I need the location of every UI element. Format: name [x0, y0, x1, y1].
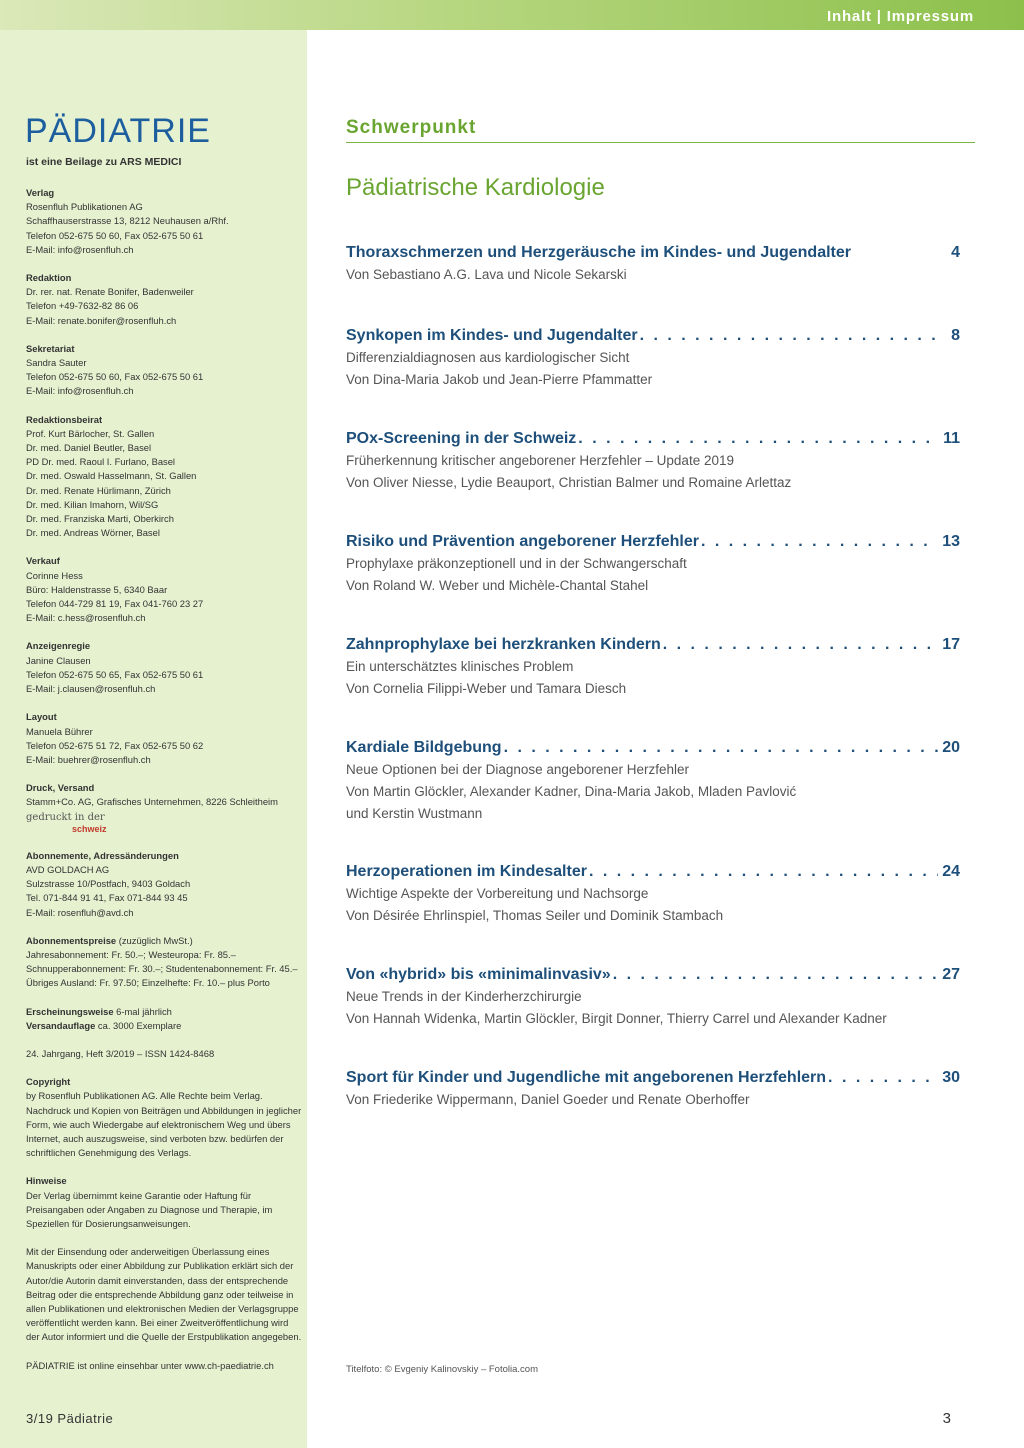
imprint-line: Dr. rer. nat. Renate Bonifer, Badenweiler [26, 286, 194, 298]
toc-entry[interactable] [346, 532, 960, 596]
brand-title: PÄDIATRIE [25, 112, 211, 150]
imprint-line: 6-mal jährlich [113, 1005, 172, 1017]
toc-entry-page[interactable]: 4 [951, 244, 960, 261]
imprint-online [26, 1359, 302, 1373]
toc-leader-dots [663, 635, 938, 655]
imprint-heading: Erscheinungsweise [26, 1005, 114, 1017]
imprint-heading: Sekretariat [26, 342, 75, 354]
toc-entry-subtitle: Von Oliver Niesse, Lydie Beauport, Christian Balmer und Romaine Arlettaz [346, 475, 792, 490]
imprint-line: E-Mail: info@rosenfluh.ch [26, 243, 134, 255]
toc-entry-title[interactable]: Kardiale Bildgebung [346, 739, 502, 756]
imprint-line: Telefon 052-675 50 60, Fax 052-675 50 61 [26, 371, 204, 383]
imprint-line: E-Mail: buehrer@rosenfluh.ch [26, 753, 151, 765]
imprint-abo [26, 849, 302, 920]
toc-entry-title[interactable]: Zahnprophylaxe bei herzkranken Kindern [346, 636, 661, 653]
toc-entry[interactable] [346, 862, 960, 926]
toc-entry-page[interactable]: 8 [951, 327, 960, 344]
toc-entry-title[interactable]: Risiko und Prävention angeborener Herzfehler [346, 533, 699, 550]
toc-entry-subtitle: Wichtige Aspekte der Vorbereitung und Nachsorge [346, 886, 649, 901]
imprint-heading: Versandauflage [26, 1019, 96, 1031]
imprint-line: E-Mail: info@rosenfluh.ch [26, 385, 134, 397]
toc-entry-subtitle: Neue Trends in der Kinderherzchirurgie [346, 989, 582, 1004]
toc-leader-dots [640, 326, 938, 346]
toc-entry-subtitle: Von Hannah Widenka, Martin Glöckler, Birgit Donner, Thierry Carrel und Alexander Kadner [346, 1011, 887, 1026]
imprint-heading: Hinweise [26, 1175, 67, 1187]
toc-entry[interactable] [346, 326, 960, 390]
toc-entry-title[interactable]: Sport für Kinder und Jugendliche mit angeborenen Herzfehlern [346, 1069, 827, 1086]
toc-entry-page[interactable]: 11 [943, 430, 960, 447]
imprint-heading: Anzeigenregie [26, 640, 91, 652]
page-number: 3 [942, 1410, 951, 1427]
toc-entry-subtitle: Von Martin Glöckler, Alexander Kadner, Dina-Maria Jakob, Mladen Pavlović [346, 784, 797, 799]
imprint-paragraph: Mit der Einsendung oder anderweitigen Überlassung eines Manuskripts oder einer Abbildung zur Publikation erklärt sich der Autor/die Autorin damit einverstanden, dass der entsprechende Beitrag oder die entsprechende Abbildung ganz oder teilweise in allen Publikationen und elektronischen Medien der Verlagsgruppe veröffentlicht werden kann. Bei einer Zweitveröffentlichung wird der Autor informiert und die Quelle der Erstpublikation angegeben. [26, 1246, 302, 1343]
imprint-block [26, 271, 302, 328]
imprint-block [26, 186, 302, 257]
imprint-preise [26, 934, 302, 991]
imprint-block [26, 710, 302, 767]
imprint-jahrgang [26, 1047, 302, 1061]
imprint-line: Übriges Ausland: Fr. 97.50; Einzelhefte: Fr. 10.– plus Porto [26, 977, 270, 989]
toc-entry[interactable] [346, 243, 960, 285]
imprint-line: Tel. 071-844 91 41, Fax 071-844 93 45 [26, 892, 188, 904]
imprint-line: Schnupperabonnement: Fr. 30.–; Studentenabonnement: Fr. 45.– [26, 963, 298, 975]
toc-entry-subtitle: Von Désirée Ehrlinspiel, Thomas Seiler und Dominik Stambach [346, 908, 724, 923]
toc-leader-dots [613, 965, 938, 985]
imprint-line: E-Mail: c.hess@rosenfluh.ch [26, 612, 146, 624]
imprint-line: PÄDIATRIE ist online einsehbar unter www.ch-paediatrie.ch [26, 1359, 274, 1371]
toc-leader-dots [578, 429, 938, 449]
section-divider [346, 142, 975, 143]
toc-entry-subtitle: Von Sebastiano A.G. Lava und Nicole Sekarski [346, 267, 627, 282]
toc-entry-page[interactable]: 20 [942, 739, 960, 756]
toc-entry[interactable] [346, 965, 960, 1029]
toc-entry[interactable] [346, 738, 960, 824]
issue-label: 3/19 Pädiatrie [26, 1411, 114, 1426]
imprint-heading: Redaktionsbeirat [26, 413, 103, 425]
imprint-hinweis [26, 1174, 302, 1231]
imprint-line: Sulzstrasse 10/Postfach, 9403 Goldach [26, 878, 191, 890]
toc-leader-dots [701, 532, 938, 552]
toc-entry-subtitle: Ein unterschätztes klinisches Problem [346, 659, 574, 674]
imprint-heading: Druck, Versand [26, 782, 95, 794]
toc-entry-subtitle: Früherkennung kritischer angeborener Herzfehler – Update 2019 [346, 453, 734, 468]
imprint-line: Dr. med. Andreas Wörner, Basel [26, 527, 160, 539]
imprint-line: Sandra Sauter [26, 357, 87, 369]
toc-entry-page[interactable]: 17 [942, 636, 960, 653]
imprint-line: PD Dr. med. Raoul I. Furlano, Basel [26, 456, 176, 468]
imprint-line: ca. 3000 Exemplare [95, 1019, 182, 1031]
imprint-line: Rosenfluh Publikationen AG [26, 201, 143, 213]
imprint-line: Manuela Bührer [26, 725, 93, 737]
imprint-block [26, 639, 302, 696]
imprint-paragraph: by Rosenfluh Publikationen AG. Alle Rechte beim Verlag. Nachdruck und Kopien von Beiträgen und Abbildungen in jeglicher Form, wie auch Wiedergabe auf elektronischem Weg und übers Internet, auch auszugsweise, sind verboten bzw. bedürfen der schriftlichen Genehmigung des Verlags. [26, 1090, 302, 1159]
toc-entry-subtitle: Von Friederike Wippermann, Daniel Goeder und Renate Oberhoffer [346, 1092, 750, 1107]
logo-text-schweiz: schweiz [72, 823, 107, 834]
toc-entry-subtitle: Von Cornelia Filippi-Weber und Tamara Diesch [346, 681, 627, 696]
imprint-line: Telefon 052-675 50 60, Fax 052-675 50 61 [26, 229, 204, 241]
page-title: Pädiatrische Kardiologie [346, 174, 605, 201]
imprint-druck [26, 781, 302, 835]
header-bar [0, 0, 1024, 30]
imprint-line: Corinne Hess [26, 569, 83, 581]
toc-entry-title[interactable]: POx-Screening in der Schweiz [346, 430, 577, 447]
toc-entry-subtitle: Von Dina-Maria Jakob und Jean-Pierre Pfammatter [346, 372, 653, 387]
imprint-line: Dr. med. Kilian Imahorn, Wil/SG [26, 498, 159, 510]
imprint-heading-suffix: (zuzüglich MwSt.) [116, 934, 193, 946]
brand-subtitle: ist eine Beilage zu ARS MEDICI [26, 156, 182, 168]
section-heading: Schwerpunkt [346, 117, 477, 138]
imprint-line: Telefon 052-675 51 72, Fax 052-675 50 62 [26, 739, 204, 751]
imprint-line: Janine Clausen [26, 654, 91, 666]
toc-entry[interactable] [346, 429, 960, 493]
imprint-copyright [26, 1075, 302, 1160]
imprint-line: Jahresabonnement: Fr. 50.–; Westeuropa: Fr. 85.– [26, 948, 236, 960]
imprint-heading: Redaktion [26, 272, 72, 284]
imprint-line: 24. Jahrgang, Heft 3/2019 – ISSN 1424-8468 [26, 1047, 215, 1059]
imprint-line: Telefon +49-7632-82 86 06 [26, 300, 139, 312]
toc-entry-page[interactable]: 13 [942, 533, 960, 550]
imprint-heading: Layout [26, 711, 57, 723]
toc-leader-dots [828, 1068, 938, 1088]
imprint-line: Büro: Haldenstrasse 5, 6340 Baar [26, 583, 168, 595]
toc-entry-subtitle: und Kerstin Wustmann [346, 806, 483, 821]
header-label: Inhalt | Impressum [827, 8, 974, 25]
imprint-einsendung [26, 1245, 302, 1344]
toc-leader-dots [589, 862, 938, 882]
imprint-line: Telefon 052-675 50 65, Fax 052-675 50 61 [26, 668, 204, 680]
imprint-line: Dr. med. Oswald Hasselmann, St. Gallen [26, 470, 197, 482]
toc-entry[interactable] [346, 1068, 960, 1110]
imprint-line: AVD GOLDACH AG [26, 863, 110, 875]
toc-entry-subtitle: Differenzialdiagnosen aus kardiologischer Sicht [346, 350, 630, 365]
imprint [26, 186, 302, 1387]
toc-entry-title[interactable]: Herzoperationen im Kindesalter [346, 863, 587, 880]
imprint-line: Stamm+Co. AG, Grafisches Unternehmen, 8226 Schleitheim [26, 796, 278, 808]
imprint-line: E-Mail: j.clausen@rosenfluh.ch [26, 683, 156, 695]
imprint-heading: Abonnementspreise [26, 934, 117, 946]
imprint-block [26, 413, 302, 541]
imprint-line: E-Mail: rosenfluh@avd.ch [26, 906, 134, 918]
printed-in-switzerland-logo [26, 812, 302, 835]
photo-credit: Titelfoto: © Evgeniy Kalinovskiy – Fotolia.com [346, 1364, 538, 1375]
toc-entry-subtitle: Prophylaxe präkonzeptionell und in der Schwangerschaft [346, 556, 687, 571]
toc-leader-dots [504, 738, 938, 758]
imprint-line: Dr. med. Daniel Beutler, Basel [26, 442, 152, 454]
toc-entry-subtitle: Neue Optionen bei der Diagnose angeborener Herzfehler [346, 762, 689, 777]
toc-entry-page[interactable]: 30 [942, 1069, 960, 1086]
imprint-line: Prof. Kurt Bärlocher, St. Gallen [26, 427, 155, 439]
toc-entry-title[interactable]: Synkopen im Kindes- und Jugendalter [346, 327, 638, 344]
imprint-block [26, 554, 302, 625]
toc-entry-subtitle: Von Roland W. Weber und Michèle-Chantal Stahel [346, 578, 649, 593]
toc-entry-title[interactable]: Von «hybrid» bis «minimalinvasiv» [346, 966, 611, 983]
imprint-line: Dr. med. Renate Hürlimann, Zürich [26, 484, 171, 496]
toc-entry-title[interactable]: Thoraxschmerzen und Herzgeräusche im Kindes- und Jugendalter [346, 244, 851, 261]
logo-text: gedruckt in der [26, 811, 105, 823]
imprint-line: Telefon 044-729 81 19, Fax 041-760 23 27 [26, 598, 204, 610]
imprint-heading: Verlag [26, 187, 55, 198]
imprint-line: Schaffhauserstrasse 13, 8212 Neuhausen a/Rhf. [26, 215, 229, 227]
imprint-heading: Verkauf [26, 555, 60, 567]
imprint-line: E-Mail: renate.bonifer@rosenfluh.ch [26, 314, 177, 326]
imprint-line: Dr. med. Franziska Marti, Oberkirch [26, 513, 174, 525]
imprint-heading: Abonnemente, Adressänderungen [26, 849, 179, 861]
imprint-paragraph: Der Verlag übernimmt keine Garantie oder Haftung für Preisangaben oder Angaben zu Diagnose und Therapie, im Speziellen für Dosierungsanweisungen. [26, 1189, 273, 1229]
imprint-block [26, 342, 302, 399]
toc-entry-page[interactable]: 27 [942, 966, 960, 983]
toc-entry-page[interactable]: 24 [942, 863, 960, 880]
imprint-heading: Copyright [26, 1076, 71, 1088]
imprint-erscheinung [26, 1005, 302, 1033]
toc-entry[interactable] [346, 635, 960, 699]
